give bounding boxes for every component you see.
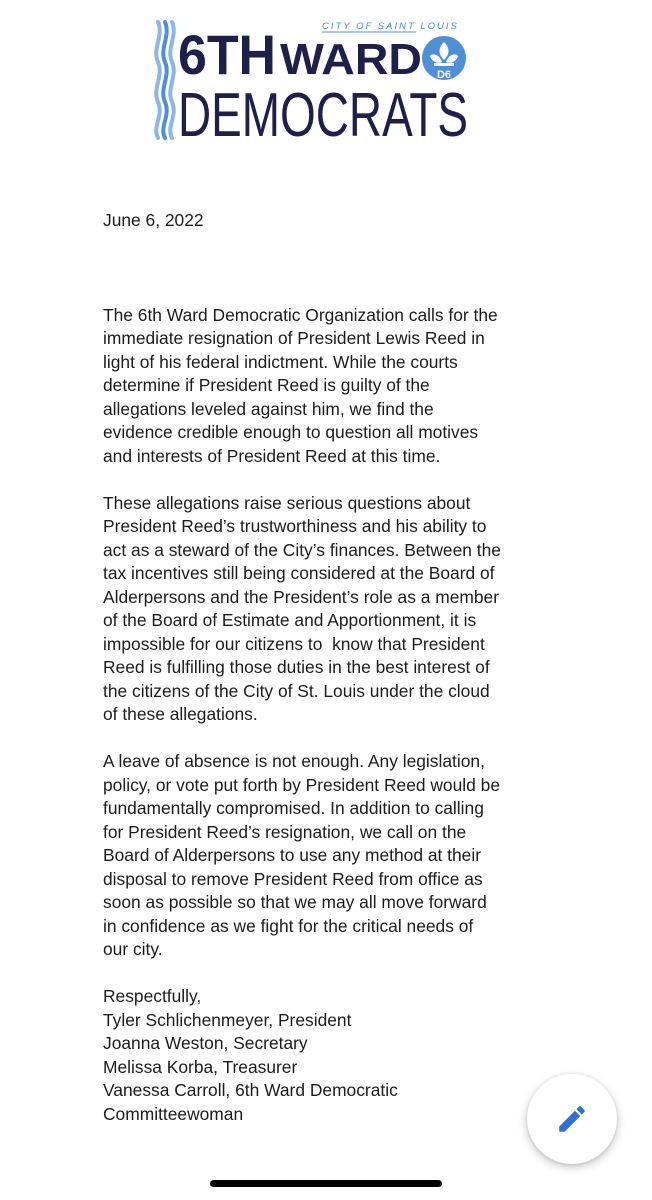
signature-line: Committeewoman	[103, 1103, 244, 1124]
ward-logo	[154, 18, 470, 150]
paragraph-3	[103, 750, 533, 962]
text-line: A leave of absence is not enough. Any legislation,	[103, 751, 485, 771]
text-line: and interests of President Reed at this time.	[103, 445, 441, 466]
ward-logo-graphic	[154, 18, 470, 150]
text-line: disposal to remove President Reed from office as	[103, 868, 483, 889]
logo-city-text: CITY OF SAINT LOUIS	[322, 21, 459, 32]
text-line: Board of Alderpersons to use any method at their	[103, 845, 481, 865]
text-line: act as a steward of the City’s finances. Between the	[103, 539, 501, 560]
text-line: President Reed’s trustworthiness and his ability to	[103, 516, 487, 536]
pencil-edit-icon	[555, 1102, 589, 1136]
letter-date: June 6, 2022	[103, 210, 204, 230]
text-line: immediate resignation of President Lewis Reed in	[103, 328, 485, 348]
logo-democrats-text: DEMOCRATS	[178, 81, 468, 150]
text-line: our city.	[103, 939, 163, 959]
signature-line: Joanna Weston, Secretary	[103, 1033, 308, 1053]
paragraph-2	[103, 492, 533, 727]
home-indicator[interactable]	[210, 1180, 442, 1187]
logo-6th-text: 6TH	[178, 23, 276, 86]
paragraph-1	[103, 304, 533, 469]
text-line: allegations leveled against him, we find the	[103, 398, 434, 419]
text-line: determine if President Reed is guilty of the	[103, 375, 430, 395]
text-line: Reed is fulfilling those duties in the best interest of	[103, 657, 490, 677]
river-waves-icon	[156, 22, 173, 138]
closing-text: Respectfully,	[103, 986, 202, 1006]
text-line: impossible for our citizens to know that President	[103, 633, 485, 654]
edit-fab-button[interactable]	[527, 1074, 617, 1164]
text-line: the citizens of the City of St. Louis under the cloud	[103, 680, 490, 701]
d6-fleur-badge-icon	[422, 36, 466, 81]
text-line: of the Board of Estimate and Apportionment, it is	[103, 610, 477, 630]
text-line: evidence credible enough to question all motives	[103, 422, 479, 442]
text-line: of these allegations.	[103, 704, 258, 724]
text-line: tax incentives still being considered at the Board of	[103, 563, 495, 583]
signature-line: Melissa Korba, Treasurer	[103, 1056, 298, 1077]
text-line: light of his federal indictment. While the courts	[103, 351, 458, 372]
text-line: in confidence as we fight for the critical needs of	[103, 915, 474, 936]
text-line: policy, or vote put forth by President Reed would be	[103, 774, 500, 795]
text-line: for President Reed’s resignation, we call on the	[103, 821, 467, 842]
text-line: The 6th Ward Democratic Organization calls for the	[103, 304, 498, 325]
text-line: Alderpersons and the President’s role as a member	[103, 586, 500, 607]
text-line: soon as possible so that we may all move forward	[103, 892, 487, 912]
text-line: fundamentally compromised. In addition to calling	[103, 798, 484, 818]
badge-label: D6	[436, 69, 452, 81]
signature-line: Tyler Schlichenmeyer, President	[103, 1009, 352, 1030]
letter-body	[103, 209, 533, 1126]
logo-ward-text: WARD	[280, 35, 422, 84]
signature-line: Vanessa Carroll, 6th Ward Democratic	[103, 1080, 398, 1100]
signature-block	[103, 985, 533, 1126]
text-line: These allegations raise serious questions about	[103, 492, 471, 513]
